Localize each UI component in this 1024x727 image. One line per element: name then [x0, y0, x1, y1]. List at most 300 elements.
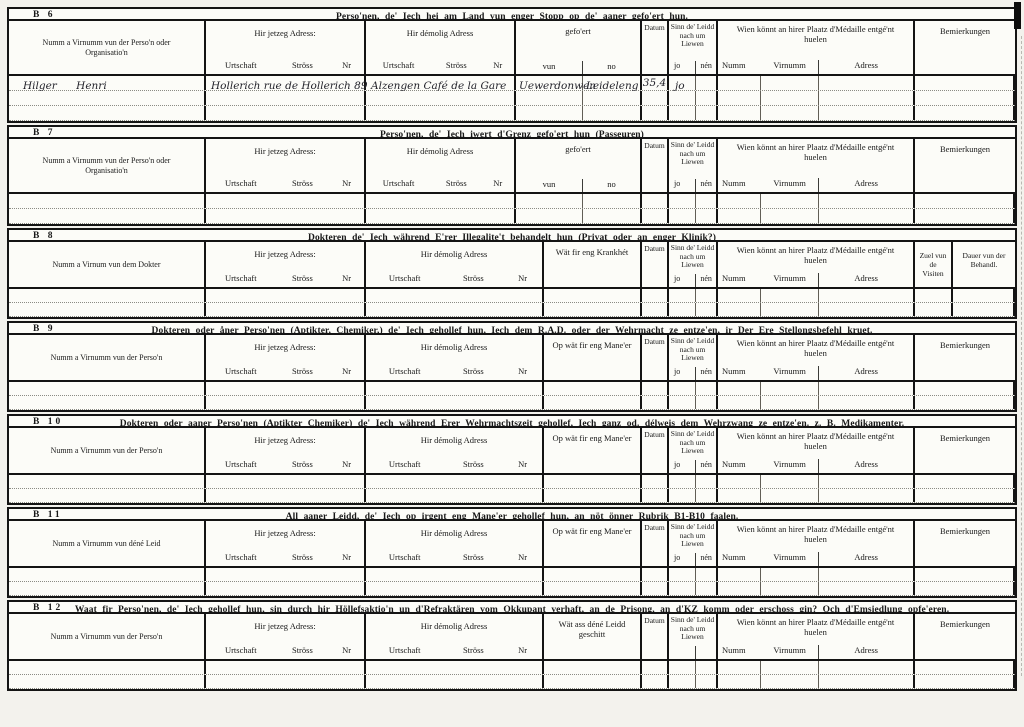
medaille-column-header [718, 521, 915, 566]
section-id: B 7 [33, 128, 56, 138]
row-nen-subcell [696, 382, 716, 395]
row-jetzeg-cell [206, 209, 366, 223]
row-tail-cell [915, 582, 1015, 595]
row-mid-cell [544, 568, 642, 581]
row-virnumm-subcell [761, 382, 820, 395]
row-demolig-cell [366, 475, 544, 488]
datum-column-header [642, 139, 669, 192]
jo-label [669, 646, 696, 659]
adress-label: Adress [854, 552, 878, 562]
urtschaft-label: Urtschaft [388, 459, 421, 469]
adress-group-label: Hir jetzeg Adress: [254, 28, 316, 38]
nr-label: Nr [518, 645, 528, 655]
adress-group-label: Hir jetzeg Adress: [254, 146, 316, 156]
stross-label: Ströss [462, 552, 484, 562]
row-tail-cell [915, 289, 953, 302]
urtschaft-label: Urtschaft [388, 645, 421, 655]
urtschaft-label: Urtschaft [388, 552, 421, 562]
stross-label: Ströss [291, 552, 313, 562]
name-column-label: Numm a Virnumm vun der Perso'n [50, 445, 163, 455]
table-row [9, 194, 1015, 209]
medaille-sublabels [718, 552, 913, 566]
row-numm-subcell [718, 91, 761, 105]
row-name-cell [9, 382, 206, 395]
medaille-column-header [718, 139, 915, 192]
row-nen-subcell [696, 106, 716, 120]
section-id: B 8 [33, 231, 56, 241]
nr-label: Nr [493, 60, 503, 70]
sinn-column-label: Sinn de' Leidd nach um Liewen [670, 429, 715, 455]
tail-column-header [915, 614, 1015, 659]
virnumm-label: Virnumm [761, 459, 820, 473]
adress-label: Adress [854, 645, 878, 655]
row-sinn-cell [669, 489, 718, 502]
row-nen-subcell [696, 582, 716, 595]
adress-group-label: Hir jetzeg Adress: [254, 528, 316, 538]
row-jetzeg-cell [206, 475, 366, 488]
adress-label: Adress [854, 366, 878, 376]
row-tail-cell [915, 91, 1015, 105]
row-adress-subcell [819, 91, 913, 105]
adress-sublabels [366, 645, 542, 659]
row-mid-no-subcell [583, 91, 640, 105]
row-jo-subcell [669, 382, 696, 395]
row-sinn-cell [669, 303, 718, 316]
row-medaille-cell [718, 661, 915, 674]
row-sinn-cell [669, 675, 718, 688]
name-column-label: Numm a Virnumm vun der Perso'n oder Organisatio'n [42, 38, 171, 57]
table-row [9, 475, 1015, 489]
jetzeg-adress-column-header [206, 21, 366, 74]
name-column-header [9, 614, 206, 659]
row-jetzeg-cell [206, 568, 366, 581]
row-demolig-value [366, 679, 371, 691]
jetzeg-adress-column-header [206, 614, 366, 659]
row-mid-cell [544, 475, 642, 488]
name-column-label: Numm a Virnum vun dem Dokter [52, 259, 161, 269]
row-datum-cell [642, 582, 669, 595]
nen-label: nén [700, 61, 712, 70]
name-column-label: Numm a Virnumm vun der Perso'n [50, 631, 163, 641]
row-medaille-cell [718, 489, 915, 502]
tail-column-label: Bemierkungen [939, 26, 991, 36]
nr-label: Nr [342, 552, 352, 562]
vun-label: vun [516, 179, 583, 192]
name-column-header [9, 335, 206, 380]
row-adress-subcell [819, 582, 913, 595]
sinn-column-label: Sinn de' Leidd nach um Liewen [670, 22, 715, 48]
datum-label: Datum [644, 244, 665, 253]
demolig-adress-column-header [366, 428, 544, 473]
section-title-bar [9, 416, 1015, 428]
row-nen-subcell [696, 661, 716, 674]
demolig-adress-column-header [366, 521, 544, 566]
mid-column-header [544, 521, 642, 566]
row-mid-no-subcell [583, 76, 640, 90]
row-name-cell [9, 106, 206, 120]
nen-label [696, 646, 716, 659]
row-jo-subcell [669, 396, 696, 409]
section-id: B 9 [33, 324, 56, 334]
table-row [9, 661, 1015, 675]
row-demolig-cell [366, 675, 544, 688]
row-virnumm-subcell [761, 475, 820, 488]
row-adress-subcell [819, 76, 913, 90]
row-adress-subcell [819, 382, 913, 395]
row-numm-subcell [718, 209, 761, 223]
stross-label: Ströss [291, 60, 313, 70]
row-medaille-cell [718, 194, 915, 208]
section-title-bar [9, 9, 1015, 21]
row-datum-cell [642, 489, 669, 502]
numm-label: Numm [722, 273, 746, 283]
row-medaille-cell [718, 106, 915, 120]
mid-column-header [516, 21, 642, 74]
row-name-value [9, 213, 23, 225]
row-demolig-cell [366, 303, 544, 316]
row-virnumm-subcell [761, 396, 820, 409]
row-sinn-cell [669, 289, 718, 302]
row-virnumm-subcell [761, 675, 820, 688]
table-row [9, 582, 1015, 596]
row-mid-cell [516, 76, 642, 90]
table-row [9, 91, 1015, 106]
adress-sublabels [366, 459, 542, 473]
sinn-sublabels [669, 646, 716, 659]
sinn-column-header [669, 335, 718, 380]
tail-column-header [915, 428, 1015, 473]
row-mid-cell [544, 382, 642, 395]
urtschaft-label: Urtschaft [382, 178, 415, 188]
row-jo-subcell [669, 675, 696, 688]
row-numm-subcell [718, 568, 761, 581]
row-name-value [9, 586, 23, 598]
form-root [0, 7, 1024, 691]
medaille-column-label: Wien könnt an hirer Plaatz d'Médaille entgé'nt huelen [736, 142, 895, 162]
mid-column-label: Op wät fir eng Mane'er [552, 526, 632, 536]
row-datum-cell [642, 382, 669, 395]
row-jo-subcell [669, 582, 696, 595]
adress-sublabels [206, 273, 364, 287]
adress-group-label: Hir démolig Adress [420, 249, 488, 259]
section-b-12 [7, 600, 1017, 691]
row-jetzeg-value [206, 213, 211, 225]
row-tail-cell [915, 76, 1015, 90]
row-demolig-value [366, 213, 371, 225]
row-tail-cell [915, 303, 953, 316]
adress-sublabels [366, 552, 542, 566]
row-jo-subcell [669, 475, 696, 488]
mid-column-label: gefo'ert [565, 26, 591, 36]
row-numm-subcell [718, 382, 761, 395]
row-adress-subcell [819, 489, 913, 502]
row-nen-subcell [696, 489, 716, 502]
row-virnumm-subcell [761, 582, 820, 595]
row-numm-subcell [718, 76, 761, 90]
adress-sublabels [206, 366, 364, 380]
stross-label: Ströss [291, 178, 313, 188]
row-mid-vun-subcell [516, 194, 583, 208]
mid-column-label: Wät ass déné Leidd geschitt [558, 619, 626, 639]
row-mid-cell [544, 303, 642, 316]
nr-label: Nr [518, 366, 528, 376]
row-jetzeg-cell [206, 106, 366, 120]
row-jetzeg-value [206, 586, 211, 598]
row-name-cell [9, 209, 206, 223]
nr-label: Nr [342, 273, 352, 283]
row-name-value [9, 110, 23, 122]
sinn-sublabels [669, 553, 716, 566]
row-mid-cell [544, 675, 642, 688]
row-demolig-cell [366, 289, 544, 302]
row-datum-cell [642, 675, 669, 688]
row-demolig-cell [366, 76, 516, 90]
row-adress-subcell [819, 209, 913, 223]
row-name-value [9, 307, 23, 319]
nr-label: Nr [342, 366, 352, 376]
virnumm-label: Virnumm [761, 552, 820, 566]
row-sinn-cell [669, 568, 718, 581]
row-nen-subcell [696, 91, 716, 105]
stross-label: Ströss [445, 178, 467, 188]
row-mid-no-value [583, 110, 586, 122]
section-b-11 [7, 507, 1017, 598]
row-jo-subcell [669, 76, 696, 90]
row-mid-value [544, 400, 547, 412]
column-header-row [9, 21, 1015, 76]
row-mid-vun-value [516, 213, 519, 225]
row-numm-subcell [718, 675, 761, 688]
urtschaft-label: Urtschaft [224, 645, 257, 655]
row-numm-subcell [718, 661, 761, 674]
adress-group-label: Hir démolig Adress [420, 342, 488, 352]
row-jo-value [669, 586, 675, 598]
row-name-cell [9, 303, 206, 316]
section-title: Perso'nen, de' Iech hei am Land vun enger Stopp op de' aaner gefo'ert hun. [336, 12, 688, 22]
section-id: B 12 [33, 603, 64, 613]
adress-sublabels [206, 459, 364, 473]
virnumm-label: Virnumm [761, 60, 820, 74]
column-header-row [9, 139, 1015, 194]
numm-label: Numm [722, 459, 746, 469]
jo-label: jo [669, 553, 696, 566]
medaille-column-label: Wien könnt an hirer Plaatz d'Médaille entgé'nt huelen [736, 617, 895, 637]
row-mid-vun-subcell [516, 106, 583, 120]
row-virnumm-subcell [761, 209, 820, 223]
medaille-sublabels [718, 645, 913, 659]
row-demolig-value [366, 586, 371, 598]
row-adress-subcell [819, 661, 913, 674]
name-column-header [9, 242, 206, 287]
row-jetzeg-value [206, 679, 211, 691]
row-name-cell [9, 582, 206, 595]
row-datum-cell [642, 568, 669, 581]
tail-column-label: Bemierkungen [939, 340, 991, 350]
nr-label: Nr [518, 459, 528, 469]
mid-column-label: gefo'ert [565, 144, 591, 154]
row-name-cell [9, 76, 206, 90]
vun-label: vun [516, 61, 583, 74]
stross-label: Ströss [462, 645, 484, 655]
row-mid-vun-value: Uewerdonwen [519, 80, 597, 92]
row-nen-subcell [696, 568, 716, 581]
virnumm-label: Virnumm [761, 178, 820, 192]
row-demolig-value [366, 493, 371, 505]
urtschaft-label: Urtschaft [224, 366, 257, 376]
column-header-row [9, 521, 1015, 568]
row-jo-subcell [669, 568, 696, 581]
section-title: Dokteren oder åner Perso'nen (Aptikter, Chemiker,) de' Iech gehollef hun, Iech dem R.A.D. oder der Wehrmacht ze entze'en, ir Der Ere Stellongsbefehl kruet. [151, 326, 873, 336]
row-name-value: Hilger Henri [23, 80, 107, 92]
sinn-column-label: Sinn de' Leidd nach um Liewen [670, 336, 715, 362]
urtschaft-label: Urtschaft [388, 366, 421, 376]
row-mid-cell [544, 289, 642, 302]
sinn-column-header [669, 242, 718, 287]
row-jetzeg-cell [206, 396, 366, 409]
row-sinn-cell [669, 194, 718, 208]
sinn-sublabels [669, 274, 716, 287]
row-demolig-value [366, 307, 371, 319]
row-sinn-cell [669, 582, 718, 595]
adress-group-label: Hir démolig Adress [420, 528, 488, 538]
sinn-column-header [669, 521, 718, 566]
row-medaille-cell [718, 568, 915, 581]
row-name-cell [9, 475, 206, 488]
scan-edge-line [1021, 36, 1022, 676]
tail-column-label: Bemierkungen [939, 433, 991, 443]
row-tail-cell [915, 475, 1015, 488]
section-title-bar [9, 509, 1015, 521]
medaille-column-label: Wien könnt an hirer Plaatz d'Médaille entgé'nt huelen [736, 431, 895, 451]
tail-column-header [915, 242, 953, 287]
row-mid-value [544, 679, 547, 691]
section-title-bar [9, 323, 1015, 335]
datum-column-header [642, 21, 669, 74]
stross-label: Ströss [462, 273, 484, 283]
datum-label: Datum [644, 616, 665, 625]
row-name-value [9, 400, 23, 412]
name-column-header [9, 428, 206, 473]
row-sinn-cell [669, 382, 718, 395]
tail-column-label: Bemierkungen [939, 144, 991, 154]
tail-column-header [915, 521, 1015, 566]
row-name-cell [9, 675, 206, 688]
row-mid-cell [516, 194, 642, 208]
row-medaille-cell [718, 582, 915, 595]
medaille-sublabels [718, 60, 913, 74]
row-sinn-cell [669, 106, 718, 120]
mid-column-label: Op wät fir eng Mane'er [552, 433, 632, 443]
row-nen-subcell [696, 303, 716, 316]
row-tail-cell [915, 675, 1015, 688]
row-jo-subcell [669, 489, 696, 502]
row-jetzeg-cell [206, 661, 366, 674]
stross-label: Ströss [462, 366, 484, 376]
table-row [9, 76, 1015, 91]
row-mid-value [544, 493, 547, 505]
row-tail-cell [915, 106, 1015, 120]
row-mid-cell [544, 582, 642, 595]
section-title: Dokteren oder aaner Perso'nen (Aptikter Chemiker) de' Iech während Erer Wehrmachtszeit gehollef, Iech ganz od. délweis dem Wehrzwang ze entze'en. z. B. Medikamenter. [119, 419, 905, 429]
nen-label: nén [700, 553, 712, 562]
row-jo-value [669, 493, 675, 505]
section-title: Waat fir Perso'nen, de' Iech gehollef hun, sin durch hir Höllefsaktio'n un d'Refraktären vom Okkupant verhaft, an de Prisong, an d'KZ komm oder erschoss gin? Och d'Emsiedlung opfe'eren. [74, 605, 950, 615]
adress-sublabels [366, 273, 542, 287]
row-medaille-cell [718, 303, 915, 316]
nen-label: nén [700, 179, 712, 188]
row-sinn-cell [669, 91, 718, 105]
numm-label: Numm [722, 552, 746, 562]
row-jetzeg-value [206, 400, 211, 412]
row-jetzeg-value [206, 110, 211, 122]
row-jetzeg-cell [206, 194, 366, 208]
row-demolig-cell [366, 489, 544, 502]
row-jo-value [669, 400, 675, 412]
sinn-column-header [669, 21, 718, 74]
jo-label: jo [669, 179, 696, 192]
section-title-bar [9, 127, 1015, 139]
virnumm-label: Virnumm [761, 366, 820, 380]
stross-label: Ströss [291, 459, 313, 469]
row-virnumm-subcell [761, 194, 820, 208]
row-jo-value [669, 679, 675, 691]
row-medaille-cell [718, 382, 915, 395]
row-name-cell [9, 194, 206, 208]
table-row [9, 382, 1015, 396]
adress-label: Adress [854, 459, 878, 469]
stross-label: Ströss [291, 273, 313, 283]
section-b-10 [7, 414, 1017, 505]
row-mid-cell [516, 209, 642, 223]
row-mid-vun-subcell [516, 91, 583, 105]
adress-label: Adress [854, 60, 878, 70]
tail-column-header [915, 21, 1015, 74]
adress-group-label: Hir jetzeg Adress: [254, 435, 316, 445]
row-medaille-cell [718, 76, 915, 90]
datum-column-header [642, 242, 669, 287]
row-name-cell [9, 568, 206, 581]
row-jo-subcell [669, 289, 696, 302]
row-demolig-value: Alzengen Café de la Gare [371, 80, 507, 92]
name-column-label: Numm a Virnumm vun der Perso'n [50, 352, 163, 362]
adress-group-label: Hir démolig Adress [406, 146, 474, 156]
row-mid-no-subcell [583, 209, 640, 223]
row-numm-subcell [718, 289, 761, 302]
demolig-adress-column-header [366, 614, 544, 659]
row-datum-value: 35,4 [642, 77, 667, 89]
medaille-column-header [718, 335, 915, 380]
sinn-column-header [669, 614, 718, 659]
row-medaille-cell [718, 289, 915, 302]
urtschaft-label: Urtschaft [224, 552, 257, 562]
datum-column-header [642, 521, 669, 566]
sinn-column-header [669, 428, 718, 473]
row-sinn-cell [669, 76, 718, 90]
row-mid-value [544, 586, 547, 598]
no-label: no [607, 61, 616, 71]
adress-label: Adress [854, 178, 878, 188]
row-jo-subcell [669, 106, 696, 120]
nr-label: Nr [342, 645, 352, 655]
row-jetzeg-value [206, 493, 211, 505]
row-name-value [9, 493, 23, 505]
row-nen-subcell [696, 396, 716, 409]
row-mid-cell [516, 91, 642, 105]
jetzeg-adress-column-header [206, 335, 366, 380]
medaille-column-header [718, 428, 915, 473]
name-column-label: Numm a Virnumm vun der Perso'n oder Organisatio'n [42, 156, 171, 175]
sinn-column-label: Sinn de' Leidd nach um Liewen [670, 243, 715, 269]
